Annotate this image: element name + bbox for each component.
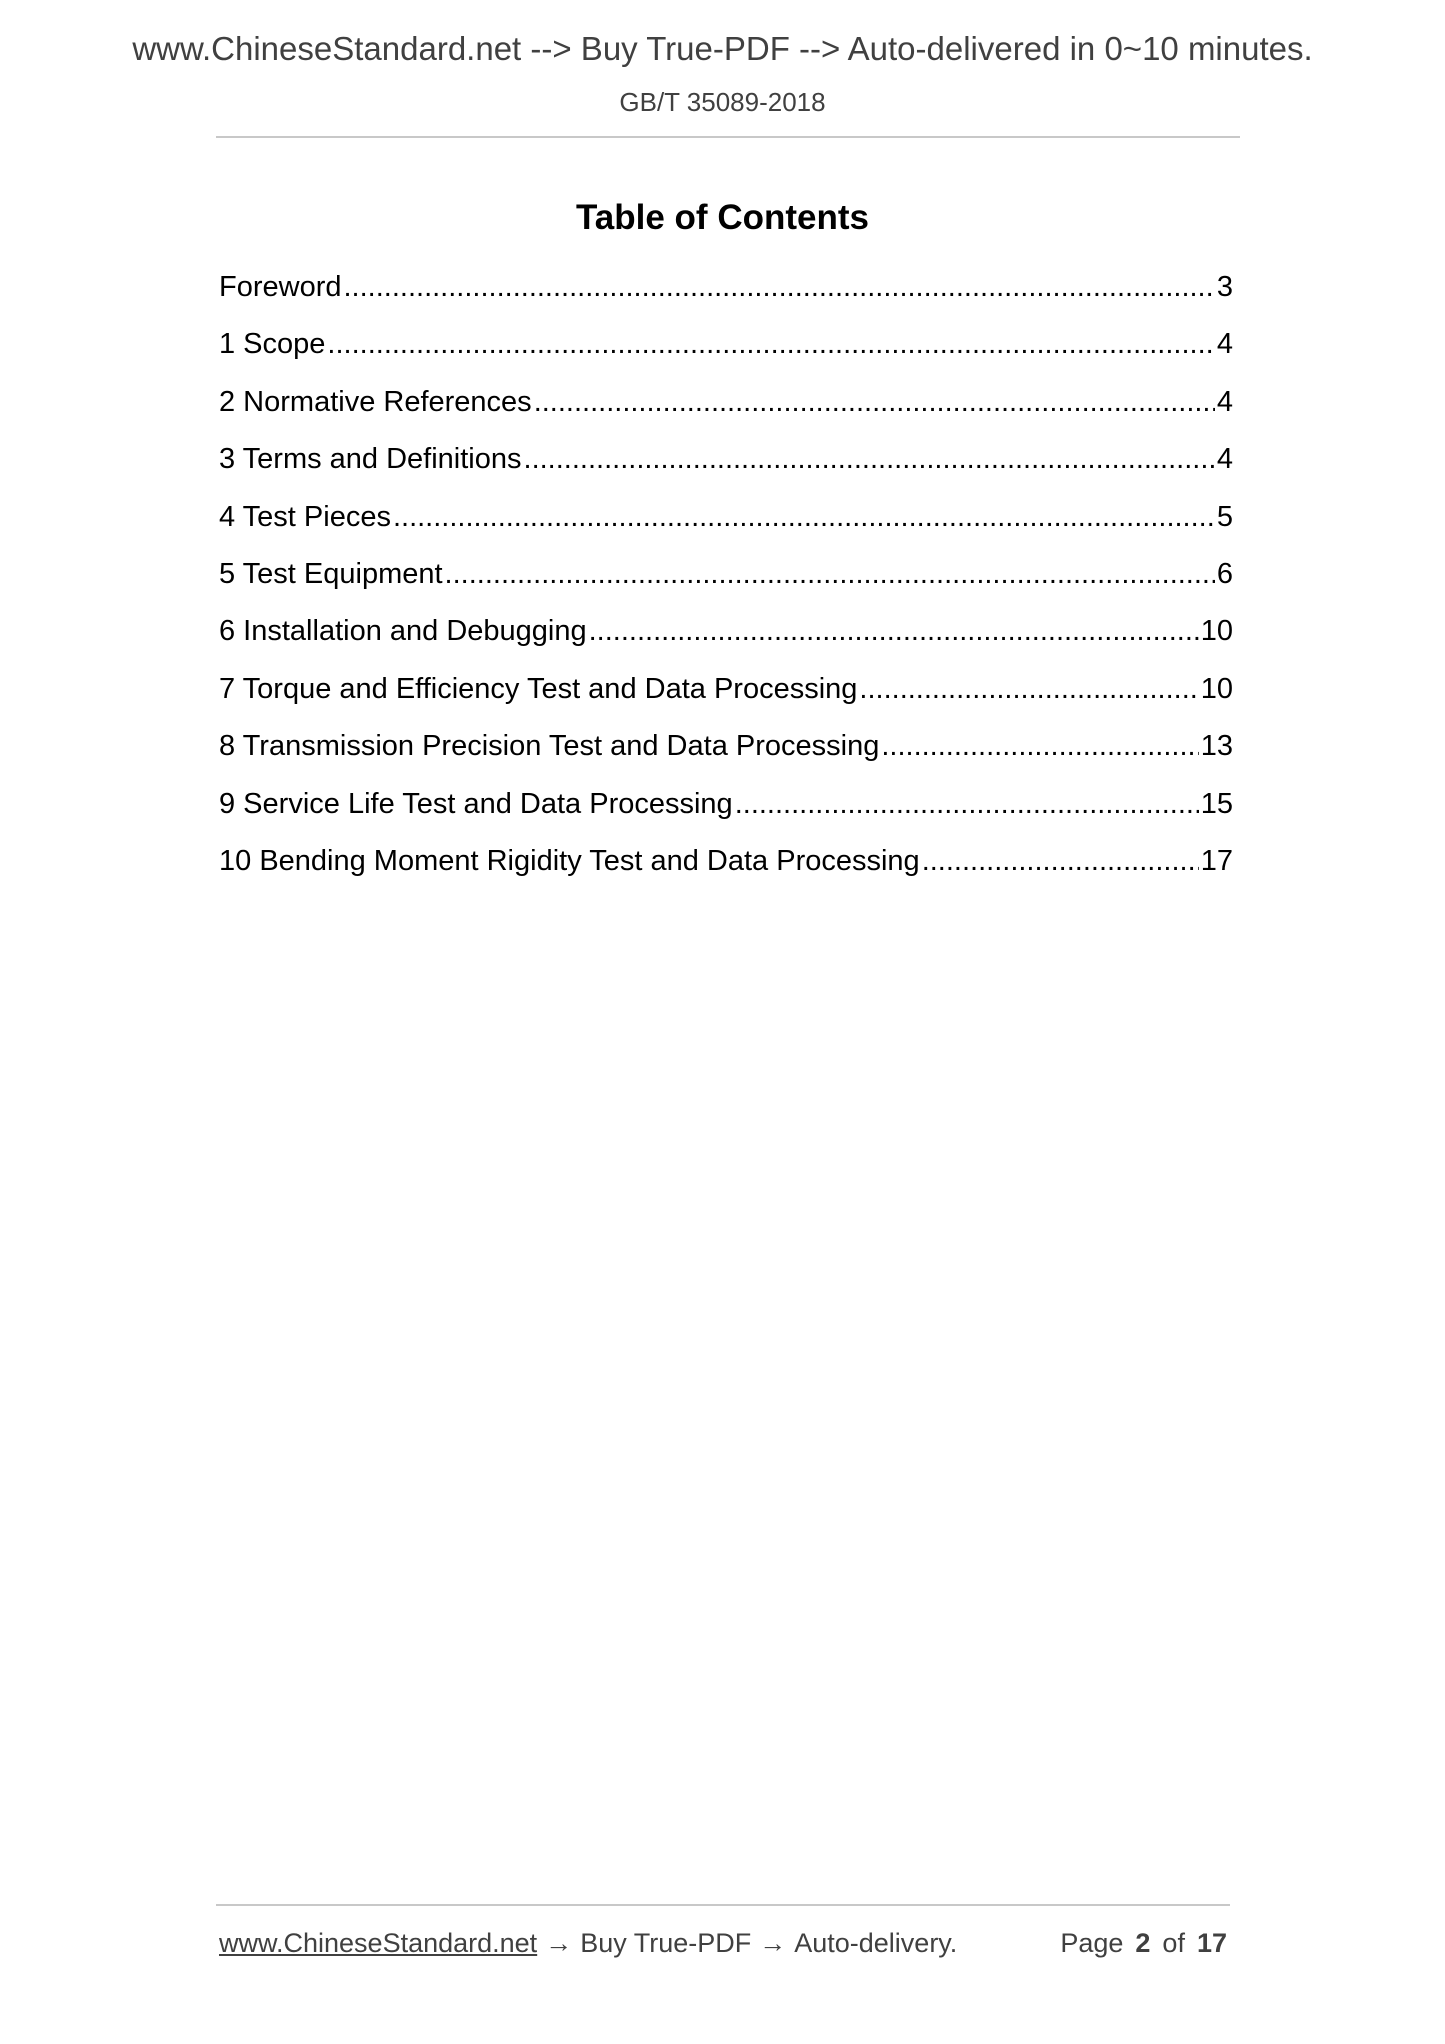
arrow-right-icon: → bbox=[759, 1928, 787, 1958]
toc-entry-page: 3 bbox=[1216, 271, 1233, 303]
toc-entry-bending-moment-rigidity[interactable] bbox=[219, 841, 1233, 898]
toc-entry-label: 8 Transmission Precision Test and Data Processing bbox=[219, 730, 880, 763]
toc-dot-leader bbox=[589, 611, 1199, 651]
document-code: GB/T 35089-2018 bbox=[619, 87, 826, 117]
toc-entry-torque-efficiency[interactable] bbox=[219, 669, 1233, 726]
toc-dot-leader bbox=[859, 669, 1198, 709]
toc-title: Table of Contents bbox=[576, 198, 869, 237]
toc-dot-leader bbox=[327, 324, 1214, 364]
toc-entry-page: 15 bbox=[1200, 787, 1233, 820]
toc-entry-installation-debugging[interactable] bbox=[219, 611, 1233, 668]
footer-delivery-text: Auto-delivery. bbox=[794, 1928, 958, 1958]
toc-entry-label: 1 Scope bbox=[219, 328, 326, 361]
page-number: 2 bbox=[1135, 1928, 1151, 1958]
top-banner: www.ChineseStandard.net --> Buy True-PDF --> Auto-delivered in 0~10 minutes. bbox=[132, 30, 1313, 67]
toc-dot-leader bbox=[922, 841, 1199, 881]
toc-list bbox=[219, 267, 1233, 898]
toc-entry-label: 4 Test Pieces bbox=[219, 500, 391, 533]
toc-dot-leader bbox=[881, 726, 1198, 766]
toc-dot-leader bbox=[534, 382, 1215, 422]
arrow-right-icon: → bbox=[545, 1928, 573, 1958]
toc-entry-label: 7 Torque and Efficiency Test and Data Processing bbox=[219, 672, 858, 705]
toc-entry-page: 5 bbox=[1216, 500, 1233, 533]
page-label: Page bbox=[1060, 1928, 1124, 1958]
footer-buy-text: Buy True-PDF bbox=[580, 1928, 752, 1958]
toc-entry-label: 10 Bending Moment Rigidity Test and Data Processing bbox=[219, 844, 920, 877]
toc-dot-leader bbox=[393, 497, 1215, 537]
toc-entry-label: 9 Service Life Test and Data Processing bbox=[219, 787, 733, 820]
footer-divider bbox=[216, 1904, 1230, 1906]
toc-entry-label: Foreword bbox=[219, 271, 342, 303]
page-total: 17 bbox=[1196, 1928, 1227, 1958]
toc-entry-page: 4 bbox=[1216, 443, 1233, 476]
toc-entry-page: 4 bbox=[1216, 328, 1233, 361]
header-divider bbox=[216, 136, 1240, 138]
toc-dot-leader bbox=[445, 554, 1215, 594]
toc-entry-normative-references[interactable] bbox=[219, 382, 1233, 439]
toc-dot-leader bbox=[344, 267, 1215, 307]
toc-entry-terms-definitions[interactable] bbox=[219, 439, 1233, 496]
toc-entry-page: 17 bbox=[1200, 844, 1233, 877]
toc-entry-page: 4 bbox=[1216, 385, 1233, 418]
toc-entry-label: 2 Normative References bbox=[219, 385, 532, 418]
toc-entry-page: 10 bbox=[1200, 672, 1233, 705]
page-footer bbox=[219, 1928, 1227, 1959]
toc-entry-test-equipment[interactable] bbox=[219, 554, 1233, 611]
toc-dot-leader bbox=[524, 439, 1215, 479]
page-of-label: of bbox=[1162, 1928, 1185, 1958]
toc-entry-scope[interactable] bbox=[219, 324, 1233, 381]
toc-dot-leader bbox=[735, 784, 1199, 824]
toc-entry-transmission-precision[interactable] bbox=[219, 726, 1233, 783]
toc-entry-service-life[interactable] bbox=[219, 784, 1233, 841]
toc-entry-label: 3 Terms and Definitions bbox=[219, 443, 522, 476]
toc-entry-page: 10 bbox=[1200, 615, 1233, 648]
toc-entry-page: 6 bbox=[1216, 557, 1233, 590]
footer-website-link[interactable]: www.ChineseStandard.net bbox=[219, 1928, 538, 1958]
toc-entry-foreword[interactable] bbox=[219, 267, 1233, 324]
toc-entry-page: 13 bbox=[1200, 730, 1233, 763]
toc-entry-label: 6 Installation and Debugging bbox=[219, 615, 587, 648]
toc-entry-test-pieces[interactable] bbox=[219, 497, 1233, 554]
toc-entry-label: 5 Test Equipment bbox=[219, 557, 443, 590]
